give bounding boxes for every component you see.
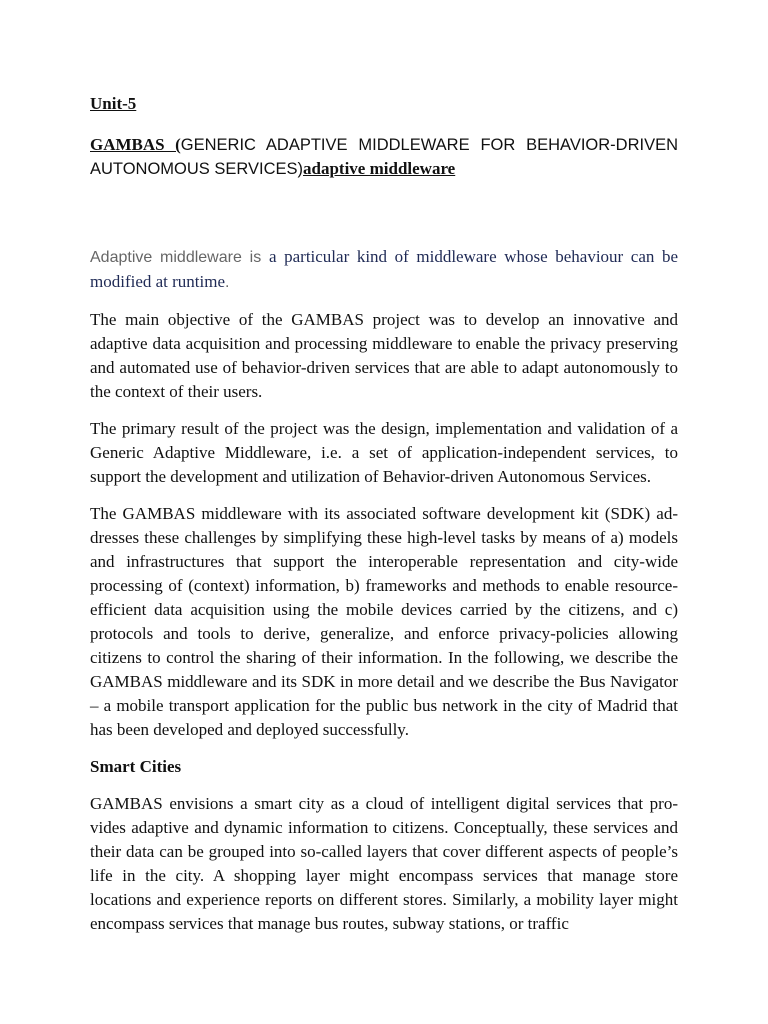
document-title xyxy=(90,133,678,181)
definition-highlight: a particular kind of middleware whose behaviour can be modified at runtime xyxy=(90,247,679,291)
unit-heading: Unit-5 xyxy=(90,94,137,113)
definition-end: . xyxy=(225,274,230,291)
paragraph-middleware-sdk: The GAMBAS middleware with its associated software development kit (SDK) ad- dresses these challenges by simplifying these high-level tasks by means of a) models and infrastructures that support the interoperable representation and city-wide processing of (context) information, b) frameworks and methods to enable resource- efficient data acquisition using the mobile devices carried by the citizens, and c) protocols and tools to derive, generalize, and enforce privacy-policies allowing citizens to control the sharing of their information. In the following, we describe the GAMBAS middleware and its SDK in more detail and we describe the Bus Navigator – a mobile transport application for the public bus network in the city of Madrid that has been developed and deployed successfully. xyxy=(90,504,678,739)
definition-lead: Adaptive middleware is xyxy=(90,249,269,266)
paragraph-result: The primary result of the project was the design, implementation and validation of a Generic Adaptive Middleware, i.e. a set of application-independent services, to support the development and utilization of Behavior-driven Autonomous Services. xyxy=(90,419,678,486)
paragraph-objective: The main objective of the GAMBAS project was to develop an innovative and adaptive data acquisition and processing middleware to enable the privacy preserving and automated use of behavior-driven services that are able to adapt autonomously to the context of their users. xyxy=(90,310,678,401)
definition-paragraph xyxy=(90,245,678,295)
title-suffix: adaptive middleware xyxy=(303,159,456,178)
title-acronym: GAMBAS ( xyxy=(90,135,181,154)
section-heading: Smart Cities xyxy=(90,757,182,776)
paragraph-smart-cities: GAMBAS envisions a smart city as a cloud of intelligent digital services that pro- vides adaptive and dynamic information to citizens. Conceptually, these services and their data can be grouped into so-called layers that cover different aspects of people’s life in the city. A shopping layer might encompass services that manage store locations and experience reports on different stores. Similarly, a mobility layer might encompass services that manage bus routes, subway stations, or traffic xyxy=(90,794,678,933)
title-expansion: GENERIC ADAPTIVE MIDDLEWARE FOR BEHAVIOR-DRIVEN AUTONOMOUS SERVICES) xyxy=(90,136,678,178)
